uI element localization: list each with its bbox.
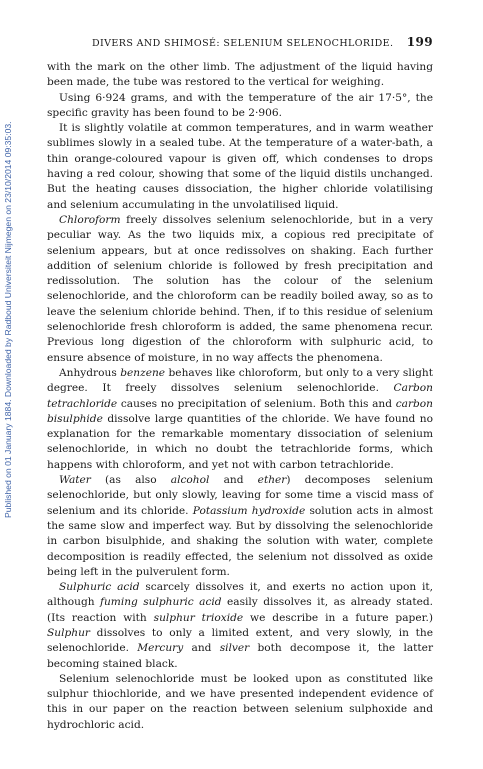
italic-term: fuming sulphuric acid [100,596,222,609]
text-run: both decompose it, the latter becoming stained black. [47,642,434,670]
italic-term: benzene [120,366,166,379]
text-run: and [209,474,258,487]
paragraph [47,366,433,473]
text-run: behaves like chloroform, but only to a very slight degree. It freely dissolves selenium selenochloride. [47,366,434,395]
italic-term: Sulphuric acid [59,581,140,594]
text-run: ) decomposes selenium selenochloride, but only slowly, leaving for some time a viscid mass of selenium and its chloride. [47,474,433,517]
text-run: with the mark on the other limb. The adjustment of the liquid having been made, the tube was restored to the vertical for weighing. [47,61,433,89]
text-run: causes no precipitation of selenium. Both this and [117,397,396,410]
italic-term: Chloroform [59,213,121,226]
italic-term: carbon bisulphide [47,397,433,425]
text-run: Using 6·924 grams, and with the temperature of the air 17·5°, the specific gravity has been found to be 2·906. [47,91,433,119]
italic-term: Potassium hydroxide [192,504,306,517]
text-run: (as also [90,474,171,487]
text-run: Anhydrous [59,366,121,379]
page-number: 199 [406,35,433,49]
paragraph [47,121,433,213]
italic-term: Sulphur [47,626,90,639]
italic-term: ether [257,474,287,487]
paragraph [47,672,433,733]
text-run: dissolve large quantities of the chloride. We have found no explanation for the remarkable momentary dissociation of selenium selenochloride, in which no doubt the tetrachloride forms, which happens with chloroform, and yet not with carbon tetrachloride. [47,412,433,471]
italic-term: Water [59,474,91,487]
page-header [52,36,433,50]
text-run: solution acts in almost the same slow and imperfect way. But by dissolving the selenochloride in carbon bisulphide, and shaking the solution with water, complete decomposition is readily effected, the selenium not dissolved as oxide being left in the pulverulent form. [47,504,434,578]
text-run: easily dissolves it, as already stated. (Its reaction with [47,596,433,624]
paragraph [47,473,433,580]
paragraph [47,60,433,91]
paragraph [47,213,433,366]
text-run: dissolves to only a limited extent, and very slowly, in the selenochloride. [47,626,433,655]
text-run: freely dissolves selenium selenochloride, but in a very peculiar way. As the two liquids mix, a copious red precipitate of selenium appears, but at once redissolves on shaking. Each further addition of selenium chloride is followed by fresh precipitation and redissolution. The solution has the colour of the selenium selenochloride, and the chloroform can be readily boiled away, so as to leave the selenium chloride behind. Then, if to this residue of selenium selenochloride fresh chloroform is added, the same phenomena recur. Previous long digestion of the chloroform with sulphuric acid, to ensure absence of moisture, in no way affects the phenomena. [47,213,433,364]
italic-term: sulphur trioxide [153,611,244,624]
text-run: we describe in a future paper.) [243,611,433,624]
italic-term: silver [219,642,250,655]
article-body [47,60,433,733]
italic-term: alcohol [170,474,210,487]
download-watermark: Published on 01 January 1884. Downloaded by Radboud Universiteit Nijmegen on 23/10/2014 09:35:03. [3,121,13,519]
text-run: Selenium selenochloride must be looked upon as constituted like sulphur thiochloride, and we have presented independent evidence of this in our paper on the reaction between selenium sulphoxide and hydrochloric acid. [47,672,433,731]
running-title: DIVERS AND SHIMOSÉ: SELENIUM SELENOCHLORIDE. [92,38,394,49]
text-run: scarcely dissolves it, and exerts no action upon it, although [47,581,433,609]
paragraph [47,91,433,122]
text-run: It is slightly volatile at common temperatures, and in warm weather sublimes slowly in a sealed tube. At the temperature of a water-bath, a thin orange-coloured vapour is given off, which condenses to drops having a red colour, showing that some of the liquid distils unchanged. But the heating causes dissociation, the higher chloride volatilising and selenium accumulating in the unvolatilised liquid. [47,122,433,211]
paragraph [47,580,433,672]
text-run: and [183,642,220,655]
italic-term: Mercury [137,642,184,655]
italic-term: Carbon tetrachloride [47,382,433,410]
